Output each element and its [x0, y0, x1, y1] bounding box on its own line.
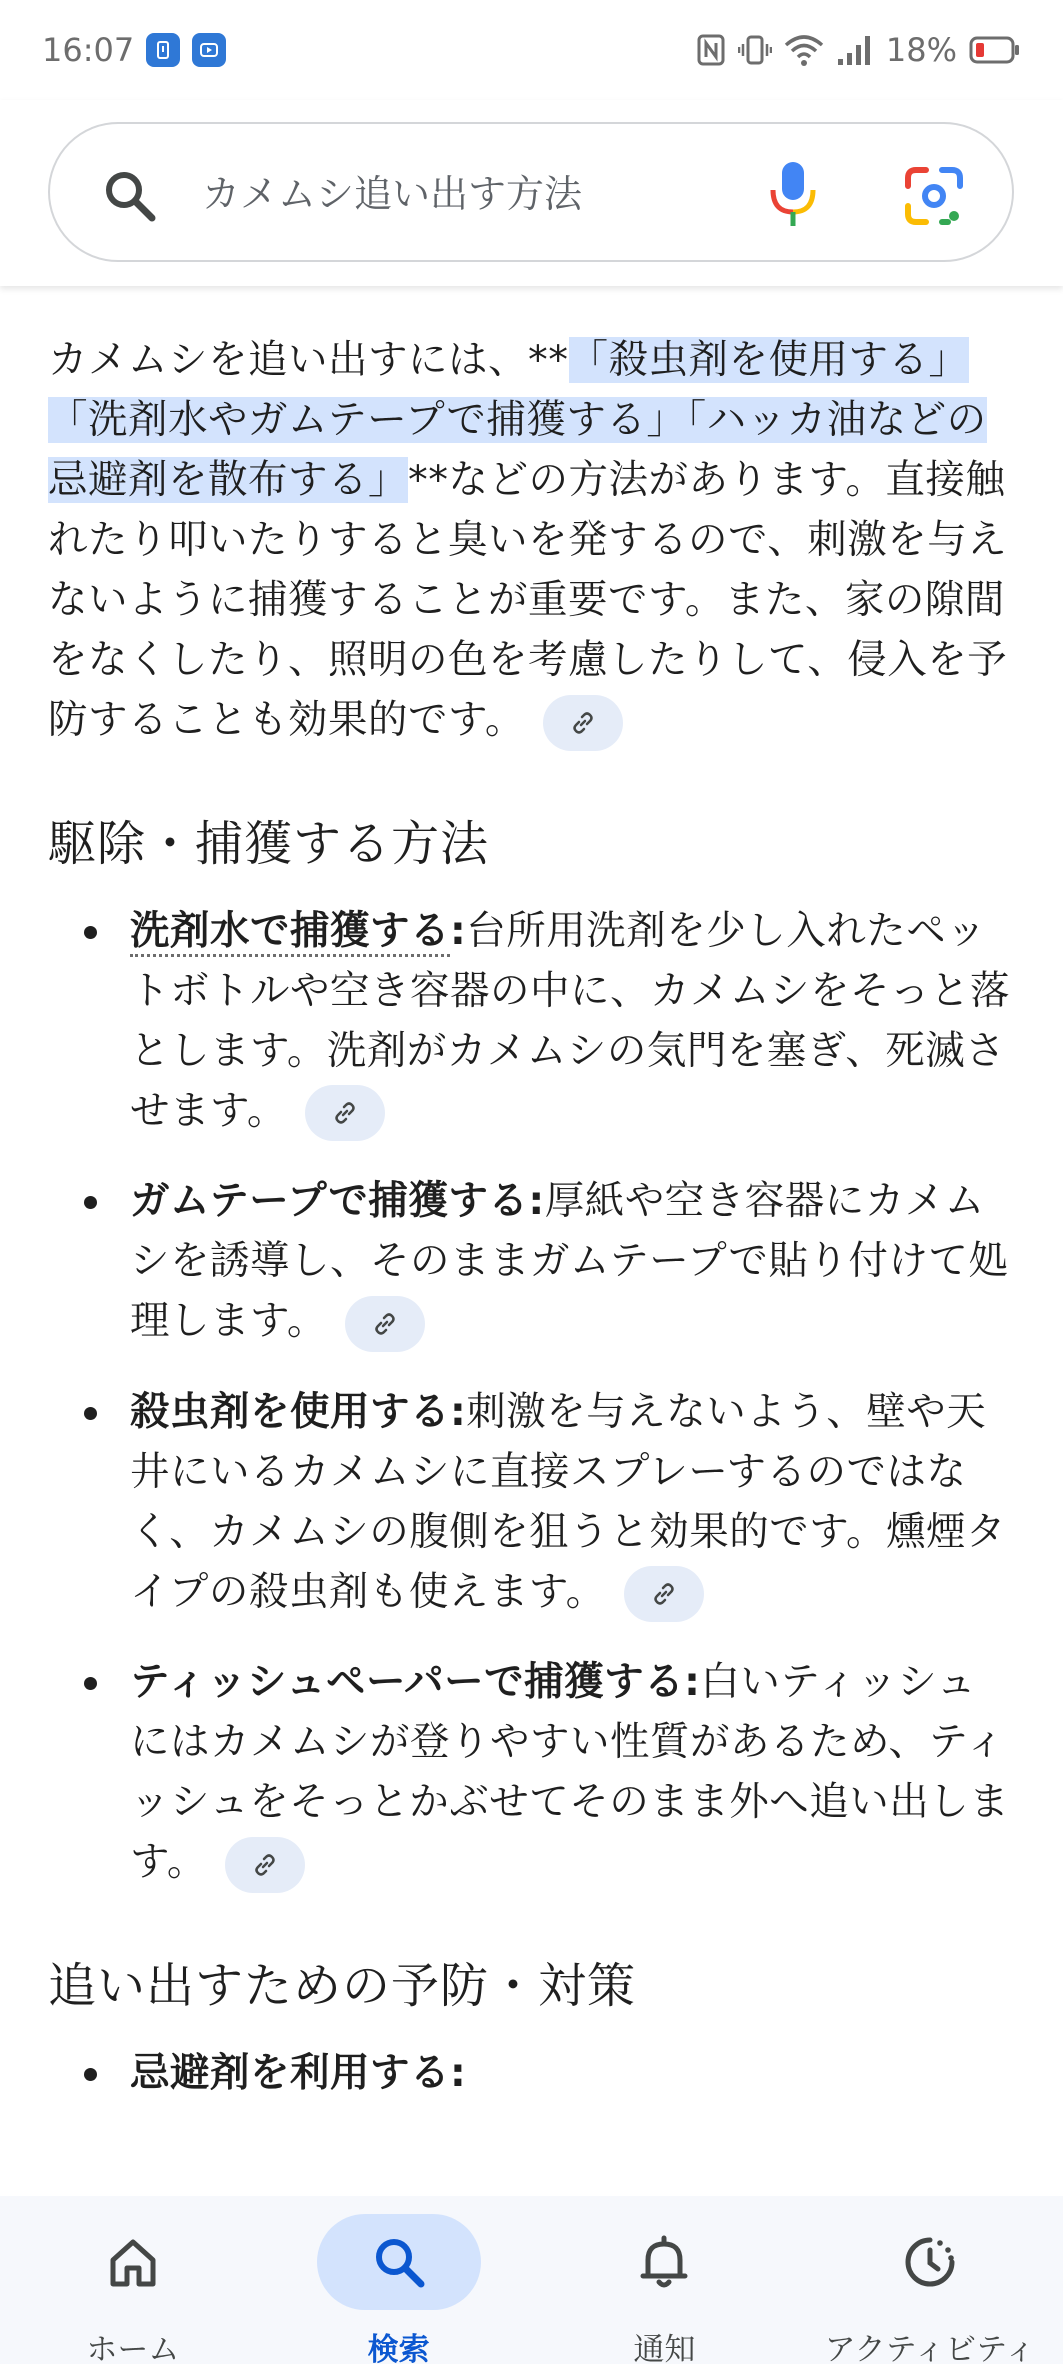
youtube-notification-icon	[192, 33, 226, 67]
search-icon	[369, 2232, 429, 2292]
nav-home-label: ホーム	[86, 2332, 180, 2364]
search-header	[0, 100, 1063, 286]
status-time: 16:07	[42, 31, 135, 69]
activity-icon	[900, 2232, 960, 2292]
term-separator: :	[450, 907, 467, 954]
list-item-text: 白いティッシュにはカメムシが登りやすい性質があるため、ティッシュをそっとかぶせてそのまま外へ追い出します。	[130, 1659, 1010, 1885]
source-link-chip[interactable]	[624, 1566, 704, 1622]
source-link-chip[interactable]	[543, 695, 623, 751]
term-insecticide: 殺虫剤を使用する	[130, 1388, 450, 1435]
list-item	[48, 901, 1015, 1142]
section-heading-prevention: 追い出すための予防・対策	[48, 1957, 637, 2014]
nav-activity-icon-wrap	[848, 2214, 1012, 2310]
nfc-icon	[696, 33, 726, 67]
term-separator: :	[450, 2049, 467, 2096]
nav-notifications-icon-wrap	[582, 2214, 746, 2310]
list-item-text: 台所用洗剤を少し入れたペットボトルや空き容器の中に、カメムシをそっと落とします。洗剤がカメムシの気門を塞ぎ、死滅させます。	[130, 907, 1010, 1134]
link-icon	[570, 710, 596, 736]
link-icon	[651, 1581, 677, 1607]
nav-notifications-label: 通知	[633, 2332, 696, 2364]
signal-icon	[836, 33, 874, 67]
nav-activity[interactable]	[805, 2196, 1055, 2364]
nav-search-label: 検索	[367, 2332, 430, 2364]
source-link-chip[interactable]	[345, 1296, 425, 1352]
term-separator: :	[528, 1178, 545, 1224]
summary-text-end: **などの方法があります。直接触れたり叩いたりすると臭いを発するので、刺激を与えないように捕獲することが重要です。また、家の隙間をなくしたり、照明の色を考慮したりして、侵入を予防することも効果的です。	[48, 457, 1008, 743]
list-item	[48, 2043, 1015, 2103]
section-heading-removal: 駆除・捕獲する方法	[48, 815, 490, 872]
bell-icon	[634, 2232, 694, 2292]
list-item	[48, 1171, 1015, 1352]
summary-highlight: 「殺虫剤を使用する」「洗剤水やガムテープで捕獲する」「ハッカ油などの忌避剤を散布する」	[48, 337, 987, 503]
nav-search[interactable]	[274, 2196, 524, 2364]
search-input[interactable]: カメムシ追い出す方法	[202, 172, 583, 216]
battery-percent: 18%	[885, 31, 957, 69]
summary-text-start: カメムシを追い出すには、**	[48, 337, 569, 383]
status-right	[696, 31, 1021, 69]
term-separator: :	[450, 1388, 467, 1435]
search-icon[interactable]	[102, 168, 158, 224]
phone-manager-icon	[146, 33, 180, 67]
vibrate-icon	[738, 33, 772, 67]
list-item	[48, 1382, 1015, 1623]
home-icon	[103, 2232, 163, 2292]
term-repellent: 忌避剤を利用する	[130, 2049, 450, 2096]
removal-methods-list	[48, 901, 1015, 1893]
mic-icon[interactable]	[762, 160, 824, 230]
bottom-navigation	[0, 2196, 1063, 2364]
link-icon	[332, 1100, 358, 1126]
term-gum-tape: ガムテープで捕獲する	[130, 1178, 529, 1224]
term-separator: :	[684, 1659, 701, 1705]
nav-search-icon-wrap	[317, 2214, 481, 2310]
overview-summary	[48, 330, 1015, 751]
term-detergent[interactable]: 洗剤水で捕獲する	[130, 908, 450, 957]
google-lens-icon[interactable]	[902, 164, 966, 228]
ai-overview-content	[0, 286, 1063, 2196]
source-link-chip[interactable]	[225, 1837, 305, 1893]
search-box[interactable]	[48, 122, 1014, 262]
term-tissue: ティッシュペーパーで捕獲する	[130, 1659, 685, 1705]
link-icon	[372, 1311, 398, 1337]
battery-icon	[969, 33, 1021, 67]
source-link-chip[interactable]	[305, 1085, 385, 1141]
list-item-text: 刺激を与えないよう、壁や天井にいるカメムシに直接スプレーするのではなく、カメムシの腹側を狙うと効果的です。燻煙タイプの殺虫剤も使えます。	[130, 1388, 1007, 1615]
list-item-text: 厚紙や空き容器にカメムシを誘導し、そのままガムテープで貼り付けて処理します。	[130, 1178, 1009, 1344]
link-icon	[252, 1852, 278, 1878]
nav-home-icon-wrap	[51, 2214, 215, 2310]
status-left	[42, 31, 226, 69]
status-bar	[0, 0, 1063, 100]
list-item	[48, 1652, 1015, 1893]
prevention-list	[48, 2043, 1015, 2103]
nav-home[interactable]	[8, 2196, 258, 2364]
wifi-icon	[784, 33, 824, 67]
nav-activity-label: アクティビティ	[824, 2332, 1036, 2364]
nav-notifications[interactable]	[539, 2196, 789, 2364]
